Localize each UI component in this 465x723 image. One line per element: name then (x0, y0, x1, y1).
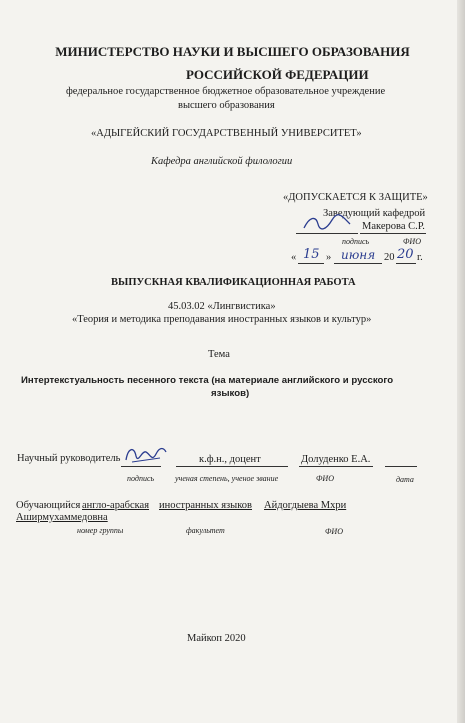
supervisor-signature-caption: подпись (127, 474, 155, 483)
head-name: Макерова С.Р. (362, 221, 425, 232)
student-label: Обучающийся (16, 500, 81, 511)
supervisor-signature-mark (122, 442, 168, 473)
supervisor-date-line (385, 466, 417, 467)
topic-label: Тема (208, 349, 230, 360)
supervisor-degree-caption: ученая степень, ученое звание (175, 474, 279, 483)
date-close-quote: » (326, 252, 332, 263)
institution-type-line2: высшего образования (178, 100, 275, 111)
supervisor-name: Долуденко Е.А. (301, 454, 371, 465)
student-name-part1: Айдогдыева Мхри (264, 500, 347, 511)
supervisor-name-line (299, 466, 373, 467)
specialty-code: 45.03.02 «Лингвистика» (168, 301, 276, 312)
head-name-line (360, 233, 426, 234)
student-faculty-caption: факультет (186, 526, 225, 535)
supervisor-date-caption: дата (396, 475, 414, 484)
date-open-quote: « (291, 252, 297, 263)
student-group: англо-арабская (82, 500, 150, 511)
date-month: июня (341, 248, 376, 262)
city-year: Майкоп 2020 (187, 633, 246, 644)
student-fio-caption: ФИО (325, 527, 343, 536)
admit-to-defense: «ДОПУСКАЕТСЯ К ЗАЩИТЕ» (283, 192, 428, 203)
head-of-department-title: Заведующий кафедрой (323, 208, 426, 219)
student-group-caption: номер группы (77, 526, 124, 535)
head-signature-mark (302, 214, 352, 236)
supervisor-label: Научный руководитель (17, 453, 121, 464)
supervisor-degree-line (176, 466, 288, 467)
date-day: 15 (303, 247, 320, 262)
supervisor-fio-caption: ФИО (316, 474, 334, 483)
date-year-suffix: 20 (397, 247, 414, 262)
signature-scribble-icon (302, 214, 352, 232)
date-year-prefix: 20 (384, 252, 395, 263)
supervisor-degree: к.ф.н., доцент (199, 454, 261, 465)
institution-type-line1: федеральное государственное бюджетное образовательное учреждение (66, 86, 386, 97)
topic-line-2: языков) (211, 388, 250, 399)
head-fio-caption: ФИО (403, 237, 421, 246)
date-day-line (298, 263, 324, 264)
supervisor-signature-line (121, 466, 161, 467)
date-month-line (334, 263, 382, 264)
ministry-title-line1: МИНИСТЕРСТВО НАУКИ И ВЫСШЕГО ОБРАЗОВАНИЯ (55, 44, 410, 59)
specialty-profile: «Теория и методика преподавания иностранных языков и культур» (72, 314, 372, 325)
department-name: Кафедра английской филологии (151, 156, 293, 167)
date-year-unit: г. (417, 252, 423, 263)
page-edge-shadow (457, 0, 465, 723)
ministry-title-line2: РОССИЙСКОЙ ФЕДЕРАЦИИ (186, 67, 369, 82)
student-name-part2: Аширмухаммедовна (16, 512, 108, 523)
student-faculty: иностранных языков (159, 500, 253, 511)
signature-scribble-icon (122, 442, 168, 468)
head-signature-caption: подпись (342, 237, 370, 246)
date-year-line (396, 263, 416, 264)
university-name: «АДЫГЕЙСКИЙ ГОСУДАРСТВЕННЫЙ УНИВЕРСИТЕТ» (91, 128, 362, 139)
work-type-title: ВЫПУСКНАЯ КВАЛИФИКАЦИОННАЯ РАБОТА (111, 277, 356, 288)
topic-line-1: Интертекстуальность песенного текста (на материале английского и русского (21, 375, 394, 386)
